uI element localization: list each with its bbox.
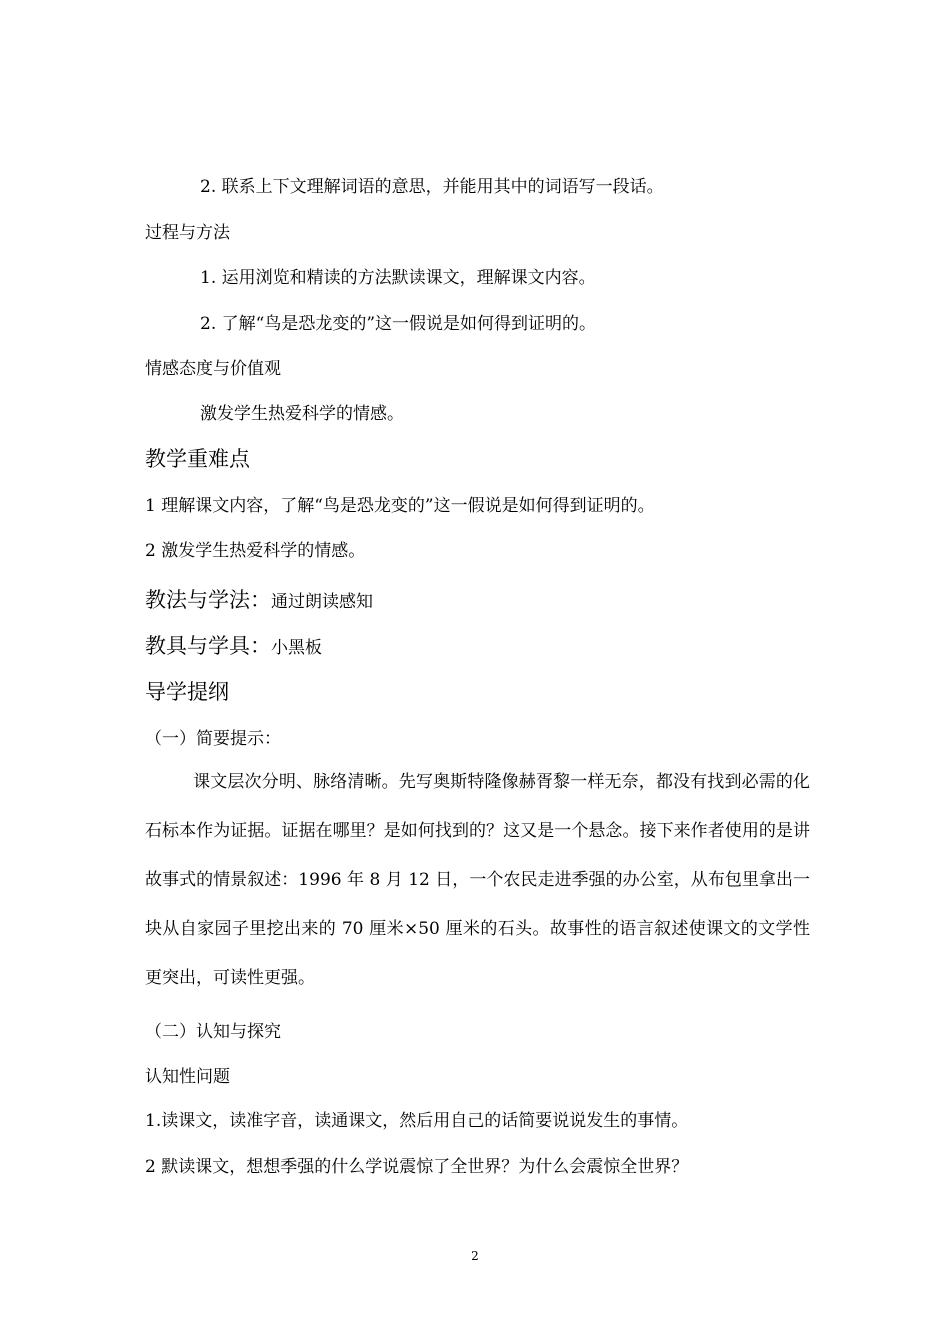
emotion-heading: 情感态度与价值观 — [145, 359, 281, 379]
process-item-1: 1. 运用浏览和精读的方法默读课文，理解课文内容。 — [200, 268, 596, 288]
key-points-heading: 教学重难点 — [145, 447, 250, 471]
process-item-2: 2. 了解“鸟是恐龙变的”这一假说是如何得到证明的。 — [200, 314, 597, 334]
process-heading: 过程与方法 — [145, 223, 230, 243]
method-value: 通过朗读感知 — [271, 592, 373, 612]
summary-paragraph-text: 课文层次分明、脉络清晰。先写奥斯特隆像赫胥黎一样无奈，都没有找到必需的化石标本作为证据。证据在哪里？是如何找到的？这又是一个悬念。接下来作者使用的是讲故事式的情景叙述：1996 年 8 月 12 日，一个农民走进季强的办公室，从布包里拿出一块从自家园子里挖出来的 70 厘米×50 厘米的石头。故事性的语言叙述使课文的文学性更突出，可读性更强。 — [145, 772, 810, 988]
question-2: 2 默读课文，想想季强的什么学说震惊了全世界？为什么会震惊全世界？ — [145, 1157, 689, 1177]
method-line — [145, 587, 373, 613]
tools-value: 小黑板 — [271, 638, 322, 658]
key-point-1: 1 理解课文内容，了解“鸟是恐龙变的”这一假说是如何得到证明的。 — [145, 496, 655, 516]
key-point-2: 2 激发学生热爱科学的情感。 — [145, 541, 366, 561]
cognitive-heading: 认知性问题 — [145, 1067, 230, 1087]
page-number: 2 — [471, 1249, 479, 1263]
tools-line — [145, 633, 322, 659]
guide-heading: 导学提纲 — [145, 680, 229, 704]
section-1-heading: （一）简要提示： — [145, 729, 281, 749]
method-label: 教法与学法： — [145, 588, 271, 612]
section-2-heading: （二）认知与探究 — [145, 1022, 281, 1042]
goal-item-2: 2. 联系上下文理解词语的意思，并能用其中的词语写一段话。 — [200, 177, 664, 197]
summary-paragraph — [145, 758, 810, 1003]
tools-label: 教具与学具： — [145, 634, 271, 658]
question-1: 1.读课文，读准字音，读通课文，然后用自己的话简要说说发生的事情。 — [145, 1111, 689, 1131]
emotion-item-1: 激发学生热爱科学的情感。 — [200, 404, 404, 424]
